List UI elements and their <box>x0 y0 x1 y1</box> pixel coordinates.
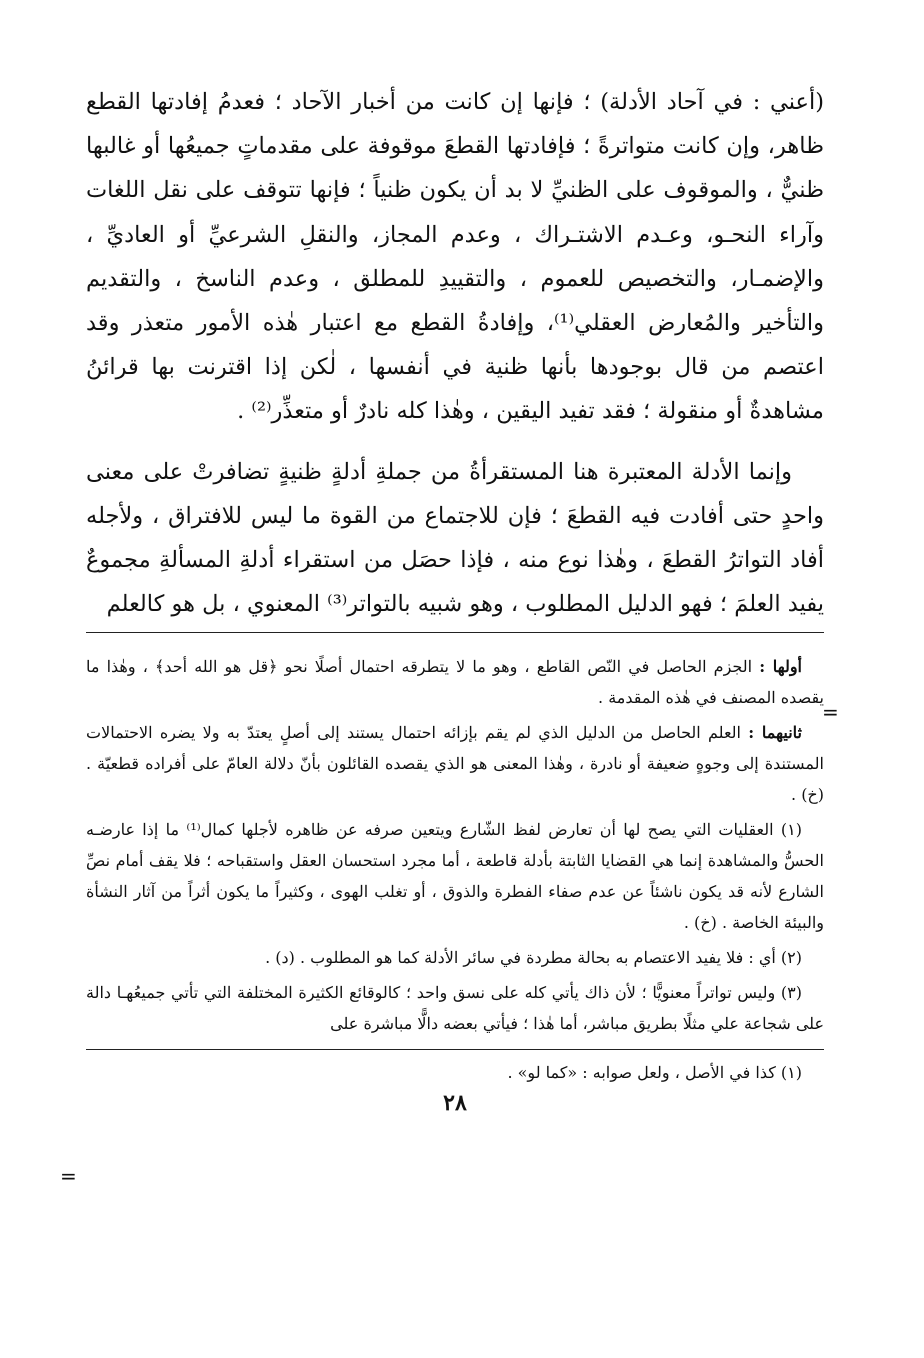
footnotes <box>86 651 824 1039</box>
subnote-divider <box>86 1049 824 1050</box>
footnote-divider <box>86 632 824 633</box>
note-label-first: أولها : <box>759 657 802 677</box>
note-continuation-first <box>86 651 824 713</box>
note-continuation-second <box>86 717 824 810</box>
main-paragraph-1: (أعني : في آحاد الأدلة) ؛ فإنها إن كانت من أخبار الآحاد ؛ فعدمُ إفادتها القطع ظاهر، وإن كانت متواترةً ؛ فإفادتها القطعَ موقوفة على مقدماتٍ جميعُها أو غالبها ظنيٌّ ، والموقوف على الظنيِّ لا بد أن يكون ظنياً ؛ فإنها تتوقف على نقل اللغات وآراء النحـو، وعـدم الاشتـراك ، وعدم المجاز، والنقلِ الشرعيِّ أو العاديِّ ، والإضمـار، والتخصيص للعموم ، والتقييدِ للمطلق ، وعدم الناسخ ، والتقديم والتأخير والمُعارض العقلي⁽¹⁾، وإفادةُ القطع مع اعتبار هٰذه الأمور متعذر وقد اعتصم من قال بوجودها بأنها ظنية في أنفسها ، لٰكن إذا اقترنت بها قرائنُ مشاهدةٌ أو منقولة ؛ فقد تفيد اليقين ، وهٰذا كله نادرٌ أو متعذِّر⁽²⁾ . <box>86 89 824 425</box>
continuation-mark-bottom: = <box>60 1164 77 1188</box>
footnote-2: (٢) أي : فلا يفيد الاعتصام به بحالة مطردة في سائر الأدلة كما هو المطلوب . (د) . <box>265 948 802 968</box>
subnote: (١) كذا في الأصل ، ولعل صوابه : «كما لو» . <box>507 1063 802 1083</box>
page-number: ٢٨ <box>443 1090 467 1117</box>
continuation-mark-top: = <box>822 700 839 724</box>
footnote-1: (١) العقليات التي يصح لها أن تعارض لفظ الشّارع ويتعين صرفه عن ظاهره لأجلها كمال⁽¹⁾ ما إذا عارضـه الحسُّ والمشاهدة إنما هي القضايا الثابتة بأدلة قاطعة ، أما مجرد استحسان العقل واستقباحه ؛ فلا يقف أمام نصِّ الشارع لأنه قد يكون ناشئاً عن عدم صفاء الفطرة والذوق ، أو تغلب الهوى ، وكثيراً ما يكون أثراً من آثار النشأة والبيئة الخاصة . (خ) . <box>86 820 824 933</box>
note-text-second: العلم الحاصل من الدليل الذي لم يقم بإزائه احتمال يستند إلى أصلٍ يعتدّ به ولا يضره الاحتمالات المستندة إلى وجوهٍ ضعيفة أو نادرة ، وهٰذا المعنى هو الذي يقصده القائلون بأنّ دلالة العامّ على أفراده قطعيّة . (خ) . <box>86 723 824 805</box>
note-label-second: ثانيهما : <box>748 723 803 743</box>
main-text <box>86 80 824 626</box>
footnote-3: (٣) وليس تواتراً معنويًّا ؛ لأن ذاك يأتي كله على نسق واحد ؛ كالوقائع الكثيرة المختلفة التي تأتي جميعُهـا دالة على شجاعة علي مثلًا بطريق مباشر، أما هٰذا ؛ فيأتي بعضه دالًّا مباشرة على <box>86 983 824 1034</box>
note-text-first: الجزم الحاصل في النّص القاطع ، وهو ما لا يتطرقه احتمال أصلًا نحو ﴿قل هو الله أحد﴾ ، وهٰذا ما يقصده المصنف في هٰذه المقدمة . <box>86 657 824 708</box>
main-paragraph-2: وإنما الأدلة المعتبرة هنا المستقرأةُ من جملةِ أدلةٍ ظنيةٍ تضافرتْ على معنى واحدٍ حتى أفادت فيه القطعَ ؛ فإن للاجتماع من القوة ما ليس للافتراق ، ولأجله أفاد التواترُ القطعَ ، وهٰذا نوع منه ، فإذا حصَل من استقراء أدلةِ المسألةِ مجموعٌ يفيد العلمَ ؛ فهو الدليل المطلوب ، وهو شبيه بالتواتر⁽³⁾ المعنوي ، بل هو كالعلم <box>86 458 824 618</box>
page-body <box>86 80 824 1116</box>
